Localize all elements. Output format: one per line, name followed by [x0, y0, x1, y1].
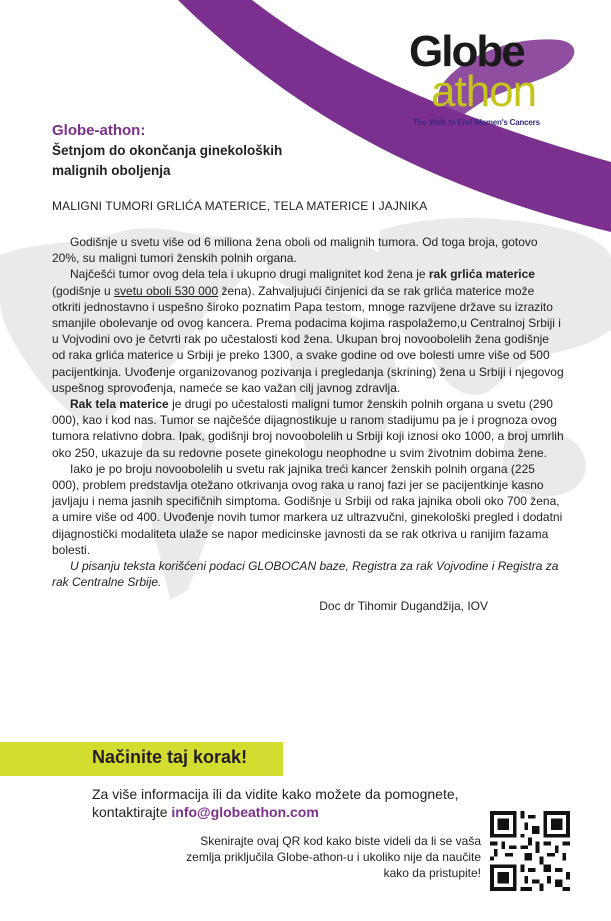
qr-code-icon[interactable]: [490, 811, 570, 891]
source-note: U pisanju teksta korišćeni podaci GLOBOCAN baze, Registra za rak Vojvodine i Registra za rak Centralne Srbije.: [52, 559, 559, 590]
section-title: MALIGNI TUMORI GRLIĆA MATERICE, TELA MATERICE I JAJNIKA: [52, 199, 428, 213]
contact-email-link[interactable]: info@globeathon.com: [171, 804, 319, 820]
p3-text: je drugi po učestalosti maligni tumor ženskih polnih organa u svetu (290 000), kao i kod nas. Tumor se najčešće dijagnostikuje u ranom stadijumu pa je i prognoza ovog tumora relativno dobra. Ipak, godišnji broj novoobolelih u Srbiji koji iznosi oko 1000, a broj umrlih oko 250, ukazuje da su redovne posete ginekologu neophodne u svim životnim dobima žene.: [52, 397, 564, 460]
page-subtitle: Šetnjom do okončanja ginekoloških malignih oboljenja: [52, 143, 283, 178]
cta-headline: Načinite taj korak!: [92, 747, 248, 767]
article-body: [52, 234, 564, 615]
p2-text-e: žena). Zahvaljujući činjenici da se rak grlića materice može otkriti jednostavno i uspešno široko poznatim Papa testom, mnoge razvijene države su izrazito smanjile obolevanje od ovog kancera. Prema podacima kojima raspolažemo,u Centralnoj Srbiji i u Vojvodini ovo je četvrti rak po učestalosti kod žena. Ukupan broj novoobolelih žena godišnje od raka grlića materice u Srbiji je preko 1300, a svake godine od ove bolesti umre više od 500 pacijentkinja. Uvođenje organizovanog pozivanja i pregledanja (skrining) žena u Srbiji i njegovog uspešnog sprovođenja, nameće se kao važan cilj javnog zdravlja.: [52, 283, 564, 395]
logo-word-globe: Globe: [409, 27, 524, 76]
contact-text: Za više informacija ili da vidite kako možete da pomognete, kontaktirajte: [92, 786, 459, 820]
qr-instructions: Skenirajte ovaj QR kod kako biste videli da li se vaša zemlja priključila Globe-athon-u i ukoliko nije da naučite kako da pristupite!: [186, 834, 481, 880]
p2-bold-cervical: rak grlića materice: [428, 267, 535, 282]
contact-info: [92, 785, 512, 821]
p3-bold-uterine: Rak tela materice: [70, 397, 169, 412]
logo-tagline: The Walk to End Women's Cancers: [413, 118, 540, 127]
paragraph-3: [52, 396, 564, 461]
globe-athon-logo: [405, 27, 595, 130]
paragraph-4: Iako je po broju novoobolelih u svetu rak jajnika treći kancer ženskih polnih organa (225 000), problem predstavlja otežano otkrivanja ovog raka u ranoj fazi jer se pacijentkinje kasno javljaju i nema jasnih specifičnih simptoma. Godišnje u Srbiji od raka jajnika oboli oko 700 žena, a umire više od 400. Uvođenje novih tumor markera uz ultrazvučni, ginekološki pregled i dodatni dijagnostički modaliteta ulaže se napor medicinske javnosti da se rak otkriva u ranijim fazama bolesti.: [52, 461, 563, 557]
paragraph-2: [52, 266, 564, 396]
p2-text-a: Najčešći tumor ovog dela tela i ukupno drugi malignitet kod žena je: [70, 267, 429, 282]
logo-word-athon: athon: [431, 67, 537, 116]
author-signature: Doc dr Tihomir Dugandžija, IOV: [319, 599, 488, 614]
p2-text-c: (godišnje u: [52, 283, 115, 298]
paragraph-1: Godišnje u svetu više od 6 miliona žena oboli od malignih tumora. Od toga broja, gotovo 20%, su maligni tumori ženskih polnih organa.: [52, 235, 538, 266]
brand-title: Globe-athon:: [52, 122, 146, 139]
header: [52, 121, 332, 181]
p2-underlined: svetu oboli 530 000: [114, 283, 219, 298]
